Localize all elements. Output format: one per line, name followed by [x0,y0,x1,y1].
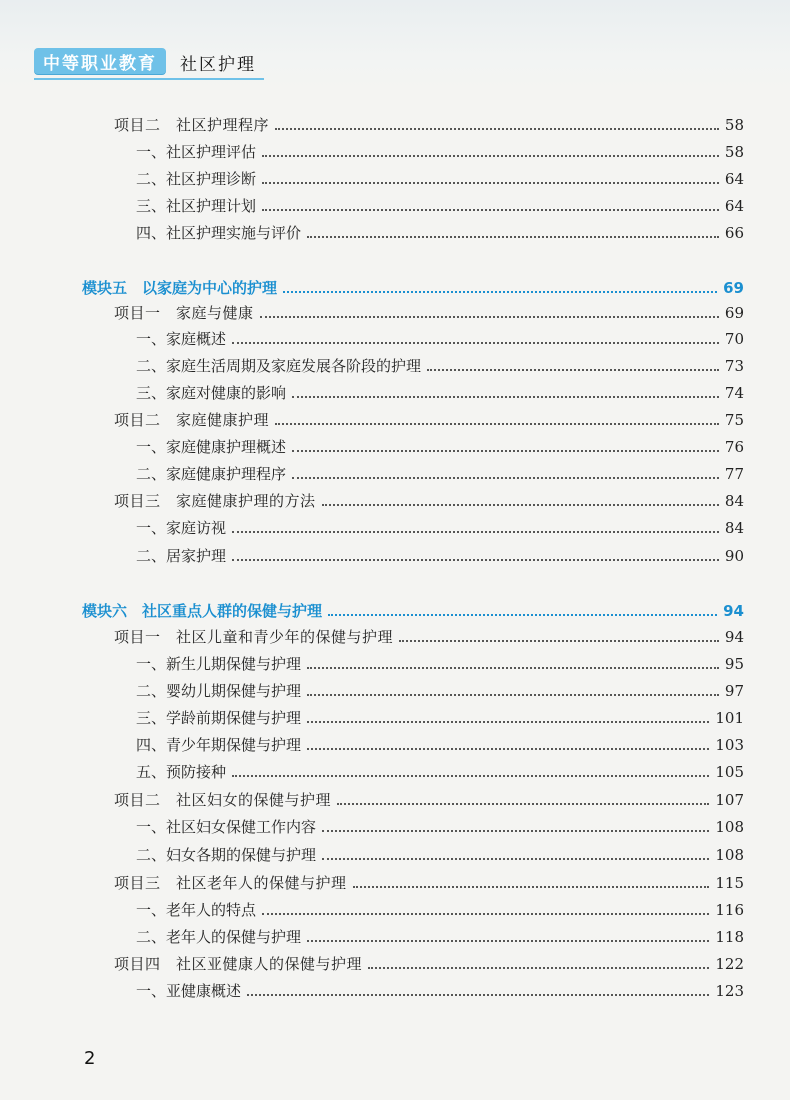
toc-entry-page: 108 [715,846,744,864]
dot-leader [275,127,719,130]
dot-leader [247,993,709,996]
toc-entry-section [136,899,744,921]
toc-entry-page: 122 [715,955,744,973]
toc-entry-section [136,168,744,190]
toc-entry-label: 二、老年人的保健与护理 [136,928,302,946]
toc-entry-page: 105 [715,763,744,781]
toc-entry-page: 75 [724,411,744,429]
toc-entry-page: 108 [715,818,744,836]
dot-leader [262,154,719,157]
toc-entry-label: 三、学龄前期保健与护理 [136,709,302,727]
toc-entry-page: 84 [724,492,744,510]
toc-entry-label: 项目二 社区护理程序 [114,116,270,134]
toc-entry-page: 69 [723,279,744,297]
toc-entry-project [114,302,744,324]
toc-entry-page: 101 [715,709,744,727]
toc-entry-section [136,222,744,244]
toc-entry-page: 77 [724,465,744,483]
dot-leader [292,395,719,398]
toc-entry-section [136,141,744,163]
dot-leader [232,774,709,777]
dot-leader [337,802,709,805]
toc-entry-label: 一、社区护理评估 [136,143,257,161]
toc-entry-page: 95 [724,655,744,673]
toc-entry-section [136,761,744,783]
dot-leader [283,290,717,293]
toc-entry-label: 二、居家护理 [136,547,227,565]
dot-leader [368,966,709,969]
toc-entry-label: 二、家庭生活周期及家庭发展各阶段的护理 [136,357,422,375]
toc-entry-label: 一、家庭访视 [136,519,227,537]
dot-leader [275,422,719,425]
toc-entry-label: 模块六 社区重点人群的保健与护理 [82,602,323,620]
toc-entry-label: 一、新生儿期保健与护理 [136,655,302,673]
toc-entry-page: 115 [715,874,744,892]
toc-entry-project [114,789,744,811]
toc-entry-section [136,545,744,567]
toc-entry-section [136,355,744,377]
toc-entry-section [136,382,744,404]
toc-entry-page: 69 [724,304,744,322]
toc-entry-section [136,653,744,675]
toc-entry-label: 项目二 家庭健康护理 [114,411,270,429]
dot-leader [427,368,719,371]
toc-entry-page: 116 [715,901,744,919]
toc-entry-label: 四、青少年期保健与护理 [136,736,302,754]
toc-entry-section [136,980,744,1002]
dot-leader [262,181,719,184]
toc-entry-label: 一、家庭健康护理概述 [136,438,287,456]
dot-leader [232,530,719,533]
toc-entry-module [82,600,744,622]
toc-entry-section [136,680,744,702]
dot-leader [307,666,719,669]
dot-leader [328,613,717,616]
toc-entry-section [136,463,744,485]
toc-entry-section [136,926,744,948]
dot-leader [353,885,710,888]
toc-entry-section [136,816,744,838]
toc-entry-section [136,844,744,866]
dot-leader [307,693,719,696]
dot-leader [399,639,719,642]
toc-entry-label: 项目一 家庭与健康 [114,304,254,322]
toc-entry-page: 123 [715,982,744,1000]
toc-entry-label: 项目三 社区老年人的保健与护理 [114,874,347,892]
toc-entry-page: 94 [723,602,744,620]
toc-entry-label: 一、社区妇女保健工作内容 [136,818,317,836]
toc-entry-label: 二、婴幼儿期保健与护理 [136,682,302,700]
toc-entry-section [136,328,744,350]
book-title: 社区护理 [180,55,256,75]
dot-leader [307,235,719,238]
toc-entry-label: 模块五 以家庭为中心的护理 [82,279,278,297]
toc-entry-page: 90 [724,547,744,565]
toc-entry-project [114,409,744,431]
toc-entry-section [136,436,744,458]
toc-entry-label: 一、老年人的特点 [136,901,257,919]
dot-leader [322,857,709,860]
toc-entry-page: 118 [715,928,744,946]
toc-entry-page: 66 [724,224,744,242]
dot-leader [292,449,719,452]
toc-entry-page: 107 [715,791,744,809]
dot-leader [322,503,719,506]
toc-entry-label: 项目三 家庭健康护理的方法 [114,492,316,510]
dot-leader [322,829,709,832]
toc-entry-module [82,277,744,299]
toc-entry-project [114,953,744,975]
dot-leader [260,315,719,318]
toc-entry-page: 103 [715,736,744,754]
toc-entry-section [136,195,744,217]
dot-leader [307,939,709,942]
toc-entry-label: 项目一 社区儿童和青少年的保健与护理 [114,628,394,646]
toc-entry-page: 76 [724,438,744,456]
toc-entry-project [114,114,744,136]
toc-entry-label: 四、社区护理实施与评价 [136,224,302,242]
dot-leader [262,912,709,915]
toc-entry-project [114,626,744,648]
dot-leader [307,747,709,750]
dot-leader [232,341,719,344]
toc-entry-page: 70 [724,330,744,348]
toc-entry-label: 二、家庭健康护理程序 [136,465,287,483]
toc-entry-page: 58 [724,116,744,134]
toc-entry-page: 84 [724,519,744,537]
dot-leader [307,720,709,723]
toc-entry-page: 73 [724,357,744,375]
page-number: 2 [84,1048,96,1069]
dot-leader [292,476,719,479]
toc-entry-page: 97 [724,682,744,700]
toc-entry-label: 三、社区护理计划 [136,197,257,215]
toc-entry-section [136,517,744,539]
toc-entry-label: 项目二 社区妇女的保健与护理 [114,791,332,809]
toc-entry-section [136,734,744,756]
toc-entry-project [114,490,744,512]
toc-entry-label: 项目四 社区亚健康人的保健与护理 [114,955,363,973]
toc-entry-page: 94 [724,628,744,646]
toc-entry-page: 64 [724,197,744,215]
toc-entry-page: 64 [724,170,744,188]
toc-entry-project [114,872,744,894]
toc-entry-label: 二、社区护理诊断 [136,170,257,188]
dot-leader [262,208,719,211]
series-badge: 中等职业教育 [34,48,166,74]
toc-entry-label: 一、亚健康概述 [136,982,242,1000]
toc-entry-label: 二、妇女各期的保健与护理 [136,846,317,864]
toc-entry-label: 一、家庭概述 [136,330,227,348]
toc-entry-section [136,707,744,729]
dot-leader [232,558,719,561]
toc-entry-label: 三、家庭对健康的影响 [136,384,287,402]
toc-entry-page: 74 [724,384,744,402]
toc-entry-label: 五、预防接种 [136,763,227,781]
toc-entry-page: 58 [724,143,744,161]
